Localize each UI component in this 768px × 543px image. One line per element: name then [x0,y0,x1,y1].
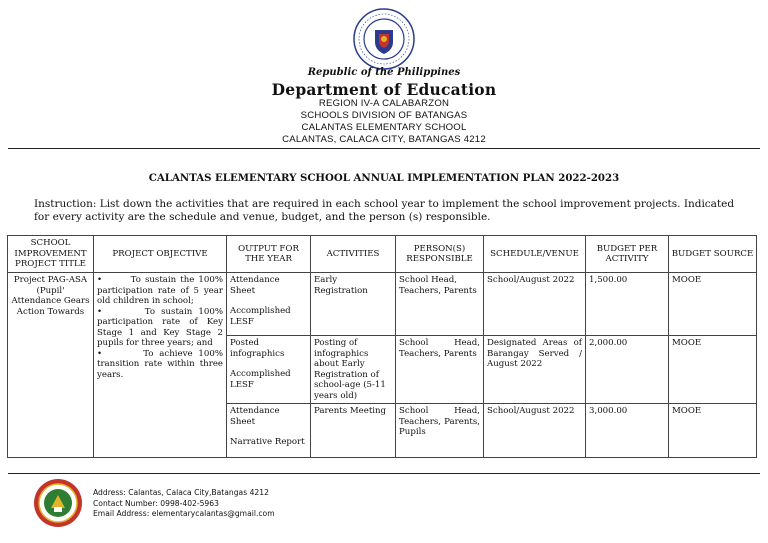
footer-contact-number: Contact Number: 0998-402-5963 [93,498,219,508]
output-item: Attendance Sheet [230,406,280,427]
output-cell [227,336,311,404]
output-cell [227,404,311,458]
person-cell: School Head, Teachers, Parents, Pupils [396,404,484,458]
school-seal-logo [33,478,83,528]
table-row [8,273,757,336]
budget-cell: 1,500.00 [586,273,669,336]
schedule-cell: Designated Areas of Barangay Served / August 2022 [484,336,586,404]
budget-cell: 2,000.00 [586,336,669,404]
header-divider [8,148,760,149]
division-line: SCHOOLS DIVISION OF BATANGAS [300,110,468,121]
header-activities: ACTIVITIES [311,236,396,273]
output-item: Posted infographics [230,338,285,359]
budget-source-cell: MOOE [669,404,757,458]
output-item: Accomplished LESF [230,306,291,327]
budget-cell: 3,000.00 [586,404,669,458]
output-item: Accomplished LESF [230,369,291,390]
header-persons: PERSON(S) RESPONSIBLE [396,236,484,273]
project-objective-cell [94,273,227,458]
header-project-title: SCHOOL IMPROVEMENT PROJECT TITLE [8,236,94,273]
objective-item: • To sustain 100% participation rate of Key Stage 1 and Key Stage 2 pupils for three years; and [97,306,223,348]
project-title-cell: Project PAG-ASA (Pupil' Attendance Gears Action Towards [8,273,94,458]
table-header-row [8,236,757,273]
header-budget-source: BUDGET SOURCE [669,236,757,273]
activity-cell: Early Registration [311,273,396,336]
footer-divider [8,473,760,474]
budget-source-cell: MOOE [669,336,757,404]
schedule-cell: School/August 2022 [484,404,586,458]
deped-seal-logo [353,8,415,70]
output-cell [227,273,311,336]
implementation-plan-table [7,235,757,458]
header-budget: BUDGET PER ACTIVITY [586,236,669,273]
output-item: Attendance Sheet [230,275,280,296]
objective-text: To achieve 100% transition rate within three years. [97,348,223,380]
objective-item: • To achieve 100% transition rate within three years. [97,348,223,380]
budget-source-cell: MOOE [669,273,757,336]
activity-cell: Parents Meeting [311,404,396,458]
person-cell: School Head, Teachers, Parents [396,273,484,336]
department-heading: Department of Education [271,80,497,99]
objective-item: • To sustain the 100% participation rate of 5 year old children in school; [97,275,223,306]
header-project-objective: PROJECT OBJECTIVE [94,236,227,273]
instruction-text: Instruction: List down the activities that are required in each school year to implement the school improvement projects. Indicated for every activity are the schedule and venue, budget, and the person (s) responsible. [34,198,735,223]
school-line: CALANTAS ELEMENTARY SCHOOL [301,122,467,133]
footer-email: Email Address: elementarycalantas@gmail.com [93,509,275,518]
person-cell: School Head, Teachers, Parents [396,336,484,404]
school-address-line: CALANTAS, CALACA CITY, BATANGAS 4212 [282,134,486,145]
output-item: Narrative Report [230,437,305,447]
objective-text: To sustain 100% participation rate of Key Stage 1 and Key Stage 2 pupils for three years; and [97,306,223,348]
activity-cell: Posting of infographics about Early Registration of school-age (5-11 years old) [311,336,396,404]
region-line: REGION IV-A CALABARZON [318,98,450,109]
footer-address: Address: Calantas, Calaca City,Batangas 4212 [93,488,269,497]
schedule-cell: School/August 2022 [484,273,586,336]
plan-title: CALANTAS ELEMENTARY SCHOOL ANNUAL IMPLEMENTATION PLAN 2022-2023 [148,172,620,184]
header-output: OUTPUT FOR THE YEAR [227,236,311,273]
header-schedule: SCHEDULE/VENUE [484,236,586,273]
footer-contact-block [93,488,275,520]
objective-text: To sustain the 100% participation rate of 5 year old children in school; [97,275,223,306]
republic-heading: Republic of the Philippines [307,67,461,78]
